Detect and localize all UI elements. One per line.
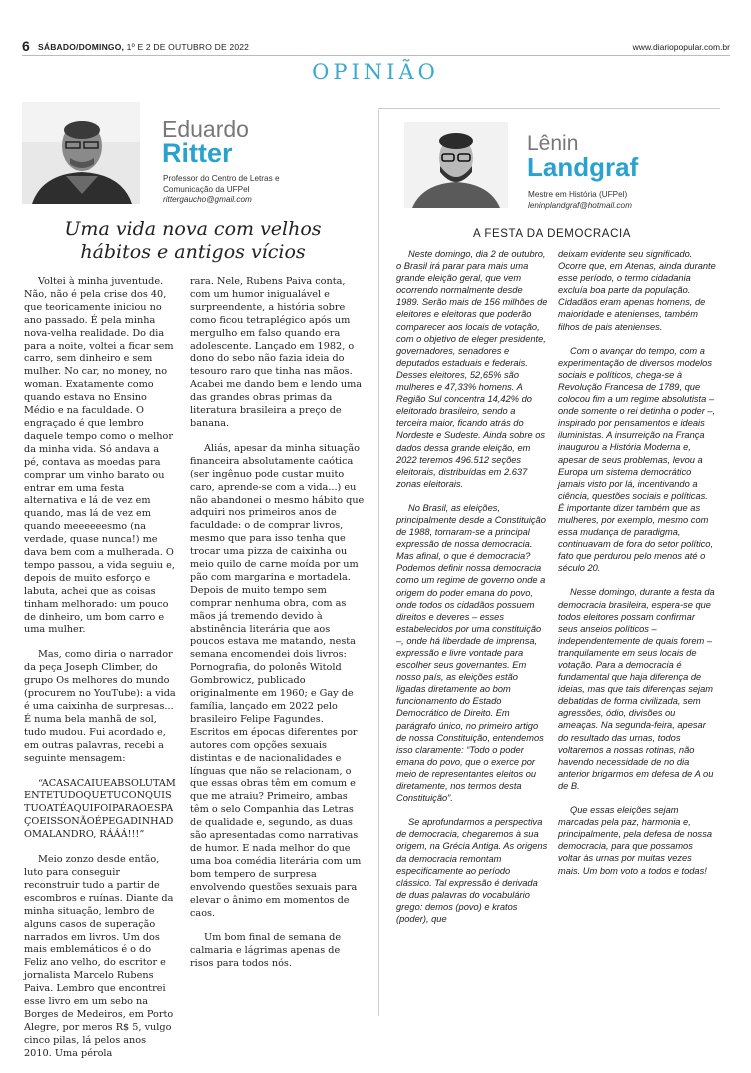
article-title-left: [22, 218, 364, 264]
author-email: leninplandgraf@hotmail.com: [528, 200, 632, 210]
edition-date: [38, 42, 249, 52]
paragraph: rara. Nele, Rubens Paiva conta, com um humor inigualável e surpreendente, a história sobre como ficou tetraplégico após um mergulho em falso quando era adolescente. Lançado em 1982, o dono do sebo não fazia ideia do tesouro raro que tinha nas mãos. Acabei me dando bem e lendo uma das grandes obras primas da literatura brasileira a preço de banana.: [190, 276, 363, 429]
author-email: rittergaucho@gmail.com: [163, 195, 252, 204]
paragraph: Mas, como diria o narrador da peça Joseph Climber, do grupo Os melhores do mundo (procurem no YouTube): a vida é uma caixinha de surpresas... É numa bela manhã de sol, tudo mudou. Fui acordado e, em outras palavras, recebi a seguinte mensagem:: [24, 649, 176, 764]
left-article-column-1: [24, 276, 176, 1073]
right-article-column-1: [396, 248, 548, 937]
section-title: OPINIÃO: [312, 60, 439, 84]
paragraph: Um bom final de semana de calmaria e lágrimas apenas de risos para todos nós.: [190, 932, 342, 970]
author-last-name: Landgraf: [527, 152, 639, 182]
portrait-image: [404, 122, 508, 208]
paragraph: Que essas eleições sejam marcadas pela paz, harmonia e, principalmente, pela defesa de nossa democracia, para que possamos voltar às urnas por muitas vezes mais. Um bom voto a todos e todas!: [558, 805, 713, 876]
author-desc-line1: Professor do Centro de Letras e: [163, 174, 280, 183]
paragraph: Voltei à minha juventude. Não, não é pela crise dos 40, que teoricamente iniciou no ano passado. É pela minha nova-velha realidade. Do dia para a noite, voltei a ficar sem carro, sem dinheiro e sem mulher. No car, no money, no woman. Exatamente como quando estava no Ensino Médio e na faculdade. O engraçado é que lembro daquele tempo como o melhor da minha vida. Só andava a pé, contava as moedas para comprar um vinho barato ou entrar em uma festa alternativa e lá de vez em quando, mas lá de vez em quando meeeeeesmo (na verdade, quase nunca!) me dava bem com a mulherada. O tempo passou, a vida seguiu e, depois de muito esforço e labuta, achei que as coisas tinham melhorado: um pouco de dinheiro, um bom carro e uma mulher.: [24, 276, 175, 636]
site-url: www.diariopopular.com.br: [632, 42, 730, 52]
column-divider: [378, 110, 379, 1016]
author-desc-line1: Mestre em História (UFPel): [528, 190, 628, 199]
paragraph: Se aprofundarmos a perspectiva de democracia, chegaremos à sua origem, na Grécia Antiga. As origens da democracia remontam especificamente ao período clássico. Tal expressão é derivada de duas palavras do vocabulário grego: demos (povo) e kratos (poder), que: [396, 817, 548, 924]
author-first-name: Lênin: [527, 132, 579, 155]
right-box-top-rule: [378, 108, 720, 109]
author-photo-eduardo: [22, 102, 140, 204]
author-description: [528, 190, 708, 211]
article-title-line2: hábitos e antigos vícios: [80, 241, 306, 263]
portrait-image: [22, 102, 140, 204]
paragraph: “ACASACAIUEABSOLUTAMENTETUDOQUETUCONQUISTUOATÉAQUIFOIPARAOESPAÇOEISSONÃOÉPEGADINHADOMALANDRO, RÁÁÁ!!!”: [24, 777, 176, 841]
page-number: 6: [22, 38, 30, 54]
edition-date-text: 1º E 2 DE OUTUBRO DE 2022: [124, 42, 250, 52]
paragraph: No Brasil, as eleições, principalmente desde a Constituição de 1988, tornaram-se a principal expressão de nossa democracia. Mas afinal, o que é democracia? Podemos definir nossa democracia como um regime de governo onde a origem do poder emana do povo, onde todos os cidadãos possuem direitos e deveres – esses estabelecidos por uma constituição –, onde há liberdade de imprensa, expressão e livre vontade para escolher seus governantes. Em nosso país, as eleições estão ligadas diretamente ao bom funcionamento do Estado Democrático de Direito. Em parágrafo único, no primeiro artigo de nossa Constituição, entendemos isso claramente: “Todo o poder emana do povo, que o exerce por meio de representantes eleitos ou diretamente, nos termos desta Constituição”.: [396, 502, 546, 804]
author-first-name: Eduardo: [162, 116, 249, 142]
paragraph: Meio zonzo desde então, luto para conseguir reconstruir tudo a partir de escombros e ruínas. Diante da minha situação, lembro de alguns casos de superação narrados em livros. Um dos mais emblemáticos é o do Feliz ano velho, do escritor e jornalista Marcelo Rubens Paiva. Lembro que encontrei esse livro em um sebo na Borges de Medeiros, em Porto Alegre, por meros R$ 5, vulgo cinco pilas, lá pelos anos 2010. Uma pérola: [24, 854, 174, 1059]
article-title-right: A FESTA DA DEMOCRACIA: [472, 228, 632, 240]
author-desc-line2: Comunicação da UFPel: [163, 184, 250, 194]
right-article-column-2: [558, 248, 716, 889]
paragraph: Neste domingo, dia 2 de outubro, o Brasil irá parar para mais uma grande eleição geral, que vem ocorrendo normalmente desde 1989. Serão mais de 156 milhões de eleitores e eleitoras que poderão comparecer aos locais de votação, com o objetivo de eleger presidente, governadores, senadores e deputados estaduais e federais. Desses eleitores, 52,65% são mulheres e 47,33% homens. A Região Sul concentra 14,42% do eleitorado brasileiro, sendo a terceira maior, ficando atrás do Nordeste e Sudeste. Ainda sobre os dados dessa grande eleição, em 2022 teremos 496.512 seções eleitorais, distribuídas em 2.637 zonas eleitorais.: [396, 249, 548, 489]
left-article-column-2: [190, 276, 366, 983]
paragraph: Aliás, apesar da minha situação financeira absolutamente caótica (ser ingênuo pode custar muito caro, aprende-se com a vida...) eu não abandonei o mesmo hábito que adquiri nos primeiros anos de faculdade: o de comprar livros, mesmo que para isso tenha que trocar uma pizza de caixinha ou meio quilo de carne moída por um pão com margarina e mortadela. Depois de muito tempo sem comprar nenhuma obra, com as mãos já tremendo devido à abstinência literária que aos poucos estava me matando, nesta semana encomendei dois livros: Pornografia, do polonês Witold Gombrowicz, publicado originalmente em 1960; e Gay de família, lançado em 2022 pelo brasileiro Felipe Fagundes. Escritos em épocas diferentes por autores com opções sexuais distintas e de nacionalidades e línguas que não se relacionam, o que essas obras têm em comum e que me atraiu? Primeiro, ambas têm o selo Companhia das Letras de qualidade e, segundo, as duas são apresentadas como narrativas de humor. E nada melhor do que uma boa comédia literária com um bom tempero de surpresa envolvendo questões sexuais para elevar o ânimo em momentos de caos.: [190, 442, 365, 919]
paragraph: deixam evidente seu significado. Ocorre que, em Atenas, ainda durante esse período, o termo cidadania excluía boa parte da população. Cidadãos eram apenas homens, de maioridade e atenienses, também filhos de pais atenienses.: [558, 249, 716, 332]
page-header: [22, 40, 730, 56]
author-last-name: Ritter: [162, 138, 233, 168]
author-photo-lenin: [404, 122, 508, 208]
paragraph: Com o avançar do tempo, com a experimentação de diversos modelos sociais e políticos, chega-se à Revolução Francesa de 1789, que colocou fim a um regime absolutista – onde somente o rei detinha o poder –, inspirado por pensamentos e ideais iluministas. A insurreição na França inaugurou a História Moderna e, apesar de seus problemas, levou a Europa um sistema democrático jamais visto por lá, incentivando a ciência, questões sociais e políticas. É importante dizer também que as mulheres, por exemplo, mesmo com essa mudança de paradigma, continuavam de fora do setor político, fato que perdurou pelo menos até o século 20.: [558, 345, 716, 574]
article-title-line1: Uma vida nova com velhos: [64, 218, 322, 240]
edition-day: SÁBADO/DOMINGO,: [38, 42, 125, 52]
author-description: [163, 174, 363, 206]
paragraph: Nesse domingo, durante a festa da democracia brasileira, espera-se que todos eleitores possam confirmar seus anseios políticos – independentemente de quais forem – tranquilamente em seus locais de votação. Para a democracia é fundamental que haja diferença de ideias, mas que tais diferenças sejam debatidas de forma civilizada, sem agressões, ódio, divisões ou ameaças. Na segunda-feira, apesar do resultado das urnas, todos voltaremos a nossas rotinas, não havendo necessidade de no dia anterior brigarmos em defesa de A ou de B.: [558, 587, 715, 791]
